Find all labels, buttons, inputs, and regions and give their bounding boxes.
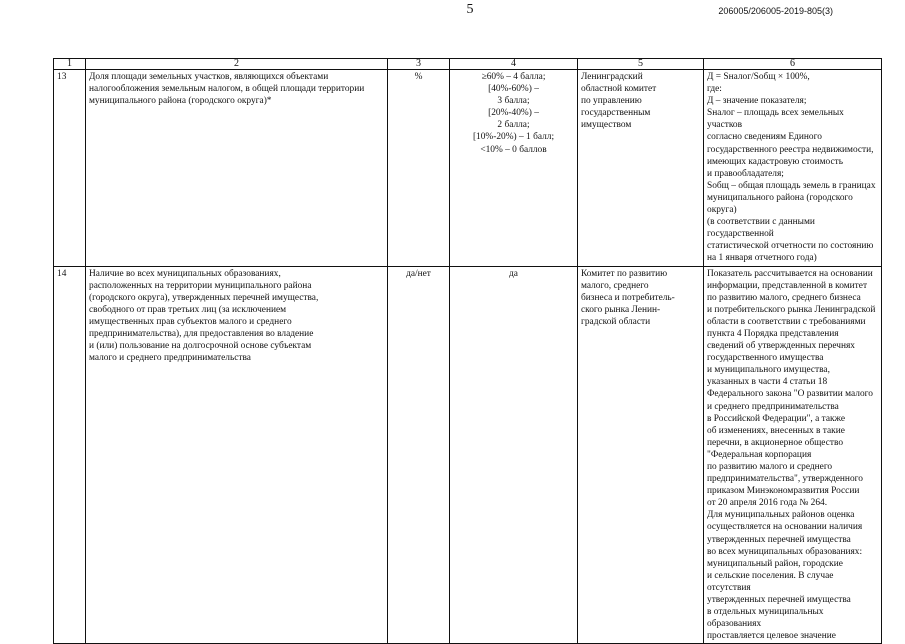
header-row bbox=[54, 59, 882, 70]
unit-cell: % bbox=[388, 70, 450, 267]
responsible-body: Ленинградский областной комитет по управлению государственным имуществом bbox=[578, 70, 704, 267]
header-col-6: 6 bbox=[704, 59, 882, 70]
document-id: 206005/206005-2019-805(3) bbox=[718, 6, 833, 16]
header-col-4: 4 bbox=[450, 59, 578, 70]
header-col-1: 1 bbox=[54, 59, 86, 70]
score-scale: да bbox=[450, 266, 578, 644]
responsible-body: Комитет по развитию малого, среднего бизнеса и потребитель- ского рынка Ленин- градской области bbox=[578, 266, 704, 644]
table-row bbox=[54, 266, 882, 644]
calculation-method: Показатель рассчитывается на основании информации, представленной в комитет по развитию малого, среднего бизнеса и потребительского рынка Ленинградской области в соответствии с требованиями пункта 4 Порядка представления сведений об утвержденных перечнях государственного имущества и муниципального имущества, указанных в части 4 статьи 18 Федерального закона "О развитии малого и среднего предпринимательства в Российской Федерации", а также об изменениях, внесенных в такие перечни, в акционерное общество "Федеральная корпорация по развитию малого и среднего предпринимательства", утвержденного приказом Минэкономразвития России от 20 апреля 2016 года № 264. Для муниципальных районов оценка осуществляется на основании наличия утвержденных перечней имущества во всех муниципальных образованиях: муниципальный район, городские и сельские поселения. В случае отсутствия утвержденных перечней имущества в отдельных муниципальных образованиях проставляется целевое значение bbox=[704, 266, 882, 644]
header-col-2: 2 bbox=[86, 59, 388, 70]
row-number: 13 bbox=[54, 70, 86, 267]
header-col-3: 3 bbox=[388, 59, 450, 70]
indicator-name: Наличие во всех муниципальных образованиях, расположенных на территории муниципального района (городского округа), утвержденных перечней имущества, свободного от прав третьих лиц (за исключением имущественных прав субъектов малого и среднего предпринимательства), для предоставления во владение и (или) пользование на долгосрочной основе субъектам малого и среднего предпринимательства bbox=[86, 266, 388, 644]
header-col-5: 5 bbox=[578, 59, 704, 70]
table-row bbox=[54, 70, 882, 267]
score-scale: ≥60% – 4 балла; [40%-60%) – 3 балла; [20%-40%) – 2 балла; [10%-20%) – 1 балл; <10% – 0 баллов bbox=[450, 70, 578, 267]
indicator-name: Доля площади земельных участков, являющихся объектами налогообложения земельным налогом, в общей площади территории муниципального района (городского округа)* bbox=[86, 70, 388, 267]
indicators-table bbox=[53, 58, 882, 644]
unit-cell: да/нет bbox=[388, 266, 450, 644]
row-number: 14 bbox=[54, 266, 86, 644]
page-number: 5 bbox=[466, 2, 474, 17]
calculation-method: Д = Sналог/Sобщ × 100%, где: Д – значение показателя; Sналог – площадь всех земельных участков согласно сведениям Единого государственного реестра недвижимости, имеющих кадастровую стоимость и правообладателя; Sобщ – общая площадь земель в границах муниципального района (городского округа) (в соответствии с данными государственной статистической отчетности по состоянию на 1 января отчетного года) bbox=[704, 70, 882, 267]
